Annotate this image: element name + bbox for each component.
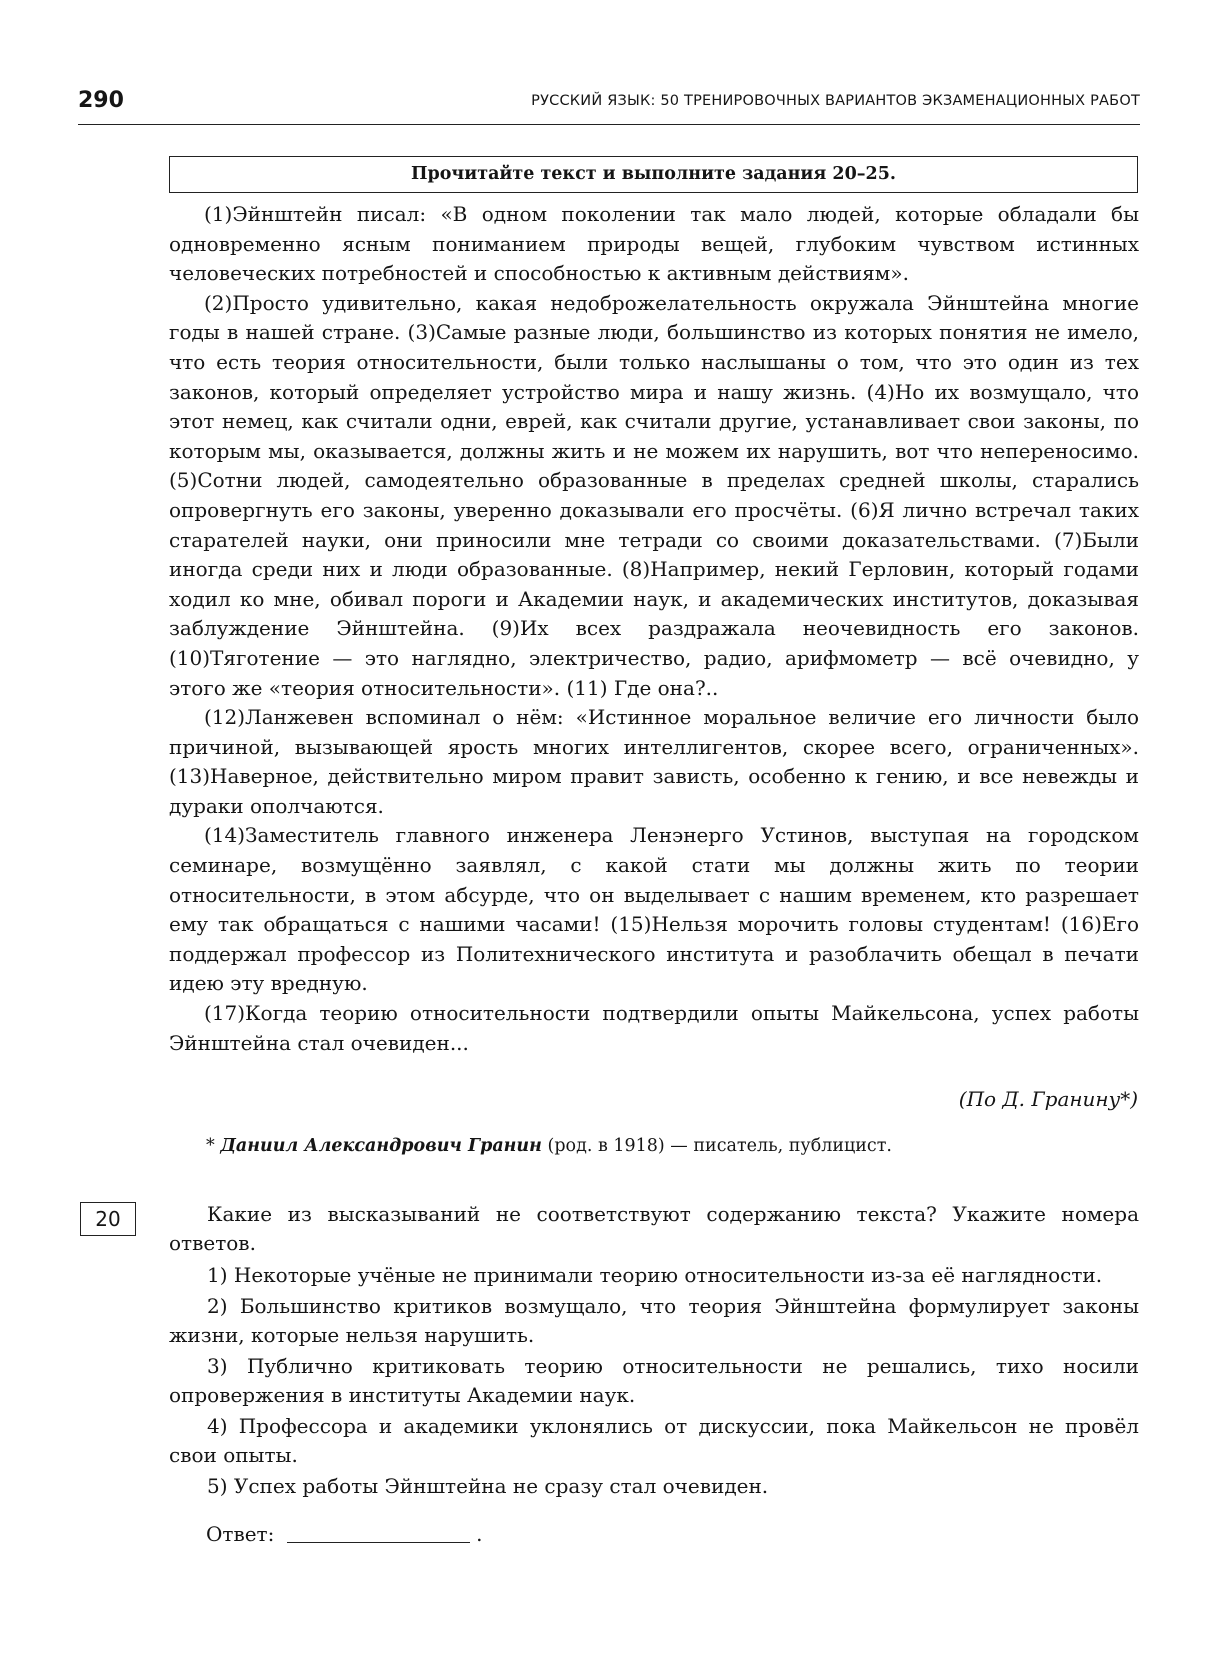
page-header [78, 84, 1140, 125]
footnote-marker: * [206, 1136, 215, 1156]
answer-option-1: 1) Некоторые учёные не принимали теорию относительности из-за её наглядности. [207, 1263, 1103, 1287]
text-paragraph: (1)Эйнштейн писал: «В одном поколении так мало людей, которые обладали бы одновременно ясным пониманием природы вещей, глубоким чувством истинных человеческих потребностей и способностью к активным действиям». [169, 202, 1139, 286]
answer-option-2: 2) Большинство критиков возмущало, что теория Эйнштейна формулирует законы жизни, которые нельзя нарушить. [169, 1294, 1139, 1347]
footnote-description: (род. в 1918) — писатель, публицист. [547, 1136, 892, 1156]
text-paragraph: (14)Заместитель главного инженера Ленэнерго Устинов, выступая на городском семинаре, возмущённо заявлял, с какой стати мы должны жить по теории относительности, в этом абсурде, что он выделывает с нашим временем, кто разрешает ему так обращаться с нашими часами! (15)Нельзя морочить головы студентам! (16)Его поддержал профессор из Политехнического института и разоблачить обещал в печати идею эту вредную. [169, 823, 1139, 996]
page-number: 290 [78, 88, 124, 113]
answer-line [206, 1522, 482, 1546]
footnote-author-name: Даниил Александрович Гранин [220, 1136, 542, 1156]
answer-end-mark: . [476, 1522, 483, 1546]
footnote [206, 1136, 892, 1156]
answer-option-3: 3) Публично критиковать теорию относительности не решались, тихо носили опровержения в институты Академии наук. [169, 1354, 1139, 1407]
text-attribution: (По Д. Гранину*) [958, 1087, 1138, 1111]
answer-label: Ответ: [206, 1522, 275, 1546]
reading-text [169, 200, 1139, 1058]
answer-option-4: 4) Профессора и академики уклонялись от дискуссии, пока Майкельсон не провёл свои опыты. [169, 1414, 1139, 1467]
answer-blank[interactable] [287, 1522, 470, 1543]
book-title: РУССКИЙ ЯЗЫК: 50 ТРЕНИРОВОЧНЫХ ВАРИАНТОВ ЭКЗАМЕНАЦИОННЫХ РАБОТ [531, 93, 1140, 109]
task-question: Какие из высказываний не соответствуют содержанию текста? Укажите номера ответов. [169, 1202, 1139, 1255]
instruction-box: Прочитайте текст и выполните задания 20–25. [169, 156, 1138, 193]
text-paragraph: (2)Просто удивительно, какая недоброжелательность окружала Эйнштейна многие годы в нашей стране. (3)Самые разные люди, большинство из которых понятия не имело, что есть теория относительности, были только наслышаны о том, что это один из тех законов, который определяет устройство мира и нашу жизнь. (4)Но их возмущало, что этот немец, как считали одни, еврей, как считали другие, устанавливает свои законы, по которым мы, оказывается, должны жить и не можем их нарушить, вот что непереносимо. (5)Сотни людей, самодеятельно образованные в пределах средней школы, старались опровергнуть его законы, уверенно доказывали его просчёты. (6)Я лично встречал таких старателей науки, они приносили мне тетради со своими доказательствами. (7)Были иногда среди них и люди образованные. (8)Например, некий Герловин, который годами ходил ко мне, обивал пороги и Академии наук, и академических институтов, доказывая заблуждение Эйнштейна. (9)Их всех раздражала неочевидность его законов. (10)Тяготение — это наглядно, электричество, радио, арифмометр — всё очевидно, у этого же «теория относительности». (11) Где она?.. [169, 290, 1139, 700]
text-paragraph: (17)Когда теорию относительности подтвердили опыты Майкельсона, успех работы Эйнштейна стал очевиден... [169, 1001, 1139, 1055]
answer-option-5: 5) Успех работы Эйнштейна не сразу стал очевиден. [207, 1474, 769, 1498]
task-20 [169, 1200, 1139, 1503]
text-paragraph: (12)Ланжевен вспоминал о нём: «Истинное моральное величие его личности было причиной, вызывающей ярость многих интеллигентов, скорее всего, ограниченных». (13)Наверное, действительно миром правит зависть, особенно к гению, и все невежды и дураки ополчаются. [169, 705, 1139, 818]
task-number-box: 20 [80, 1202, 136, 1236]
